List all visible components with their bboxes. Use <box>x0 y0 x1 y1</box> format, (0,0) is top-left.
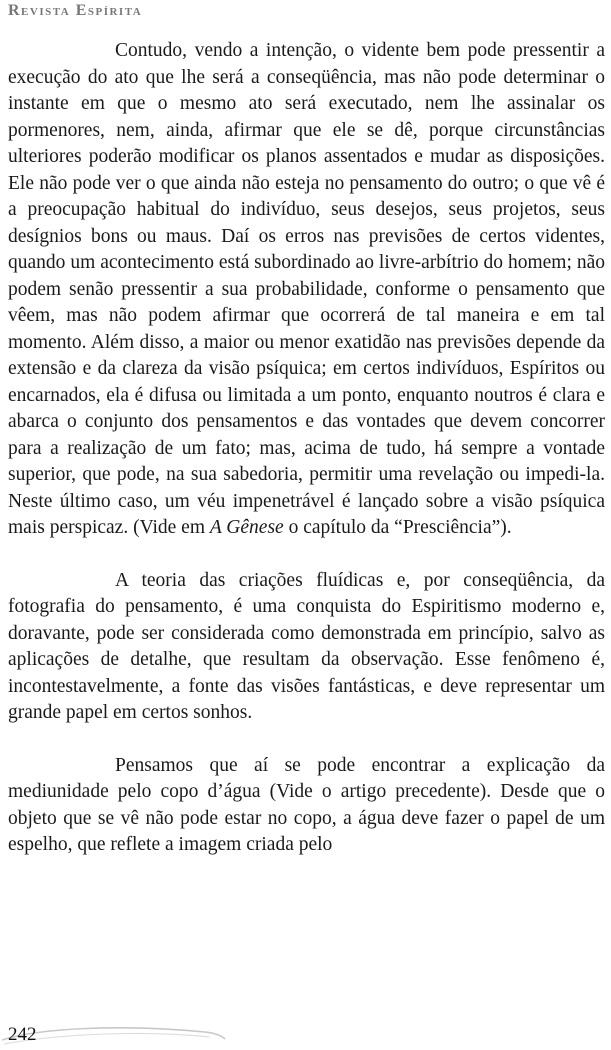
paragraph-1-text: Contudo, vendo a intenção, o vidente bem pode pressentir a execução do ato que lhe será a conseqüência, mas não pode determinar o instante em que o mesmo ato será executado, nem lhe assinalar os pormenores, nem, ainda, afirmar que ele se dê, porque circunstâncias ulteriores poderão modificar os planos assentados e mudar as disposições. Ele não pode ver o que ainda não esteja no pensamento do outro; o que vê é a preocupação habitual do indivíduo, seus desejos, seus projetos, seus desígnios bons ou maus. Daí os erros nas previsões de certos videntes, quando um acontecimento está subordinado ao livre-arbítrio do homem; não podem senão pressentir a sua probabilidade, conforme o pensamento que vêem, mas não podem afirmar que ocorrerá de tal maneira e em tal momento. Além disso, a maior ou menor exatidão nas previsões depende da extensão e da clareza da visão psíquica; em certos indivíduos, Espíritos ou encarnados, ela é difusa ou limitada a um ponto, enquanto noutros é clara e abarca o conjunto dos pensamentos e das vontades que devem concorrer para a realização de um fato; mas, acima de tudo, há sempre a vontade superior, que pode, na sua sabedoria, permitir uma revelação ou impedi-la. Neste último caso, um véu impenetrável é lançado sobre a visão psíquica mais perspicaz. (Vide em <box>8 40 605 538</box>
running-header: Revista Espírita <box>8 2 143 19</box>
page-number: 242 <box>8 1024 37 1045</box>
paragraph-2: A teoria das criações fluídicas e, por conseqüência, da fotografia do pensamento, é uma conquista do Espiritismo moderno e, doravante, pode ser considerada como demonstrada em princípio, salvo as aplicações de detalhe, que resultam da observação. Esse fenômeno é, incontestavelmente, a fonte das visões fantásticas, e deve representar um grande papel em certos sonhos. <box>8 569 605 723</box>
paragraph-1 <box>8 38 605 542</box>
book-title-italic: A Gênese <box>209 517 284 538</box>
paragraph-3: Pensamos que aí se pode encontrar a explicação da mediunidade pelo copo d’água (Vide o artigo precedente). Desde que o objeto que se vê não pode estar no copo, a água deve fazer o papel de um espelho, que reflete a imagem criada pelo <box>8 754 605 855</box>
paragraph-1-tail: o capítulo da “Presciência”). <box>283 517 512 538</box>
body-text <box>8 38 605 859</box>
